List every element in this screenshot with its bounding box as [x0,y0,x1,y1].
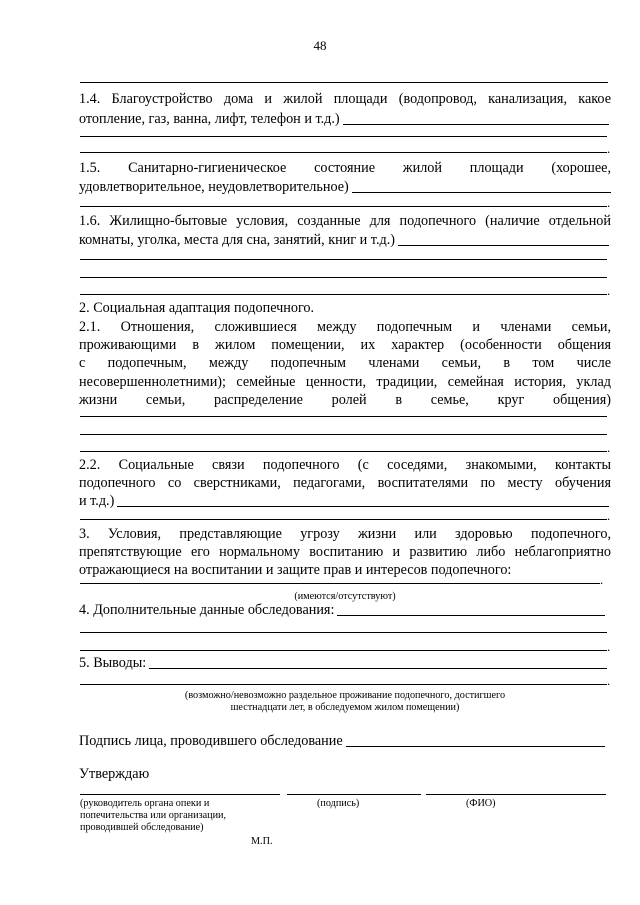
section-2-2-answer-line2[interactable] [80,519,607,520]
section-1-4-line2 [79,109,609,129]
approver-position-line[interactable] [80,794,280,795]
section-1-4-line1: 1.4. Благоустройство дома и жилой площади (водопровод, канализация, какое [79,91,611,107]
section-2-1-answer-line2[interactable] [80,434,607,435]
approver-position-caption-line2: попечительства или организации, [80,810,227,821]
section-5-label: 5. Выводы: [79,655,147,671]
section-2-1-line4: несовершеннолетними); семейные ценности, традиции, семейная история, уклад [79,374,611,390]
approver-name-line[interactable] [426,794,606,795]
section-1-4-answer-line[interactable] [343,123,609,125]
section-2-2-end-dot: . [607,508,611,523]
section-2-1-line5: жизни семьи, распределение ролей в семье, круг общения) [79,392,611,408]
approve-label: Утверждаю [79,766,150,782]
section-1-4-answer-line3[interactable] [80,152,607,153]
approver-position-caption-line3: проводившей обследование) [80,822,204,833]
section-3-end-dot: . [600,572,604,587]
section-1-4-end-dot: . [607,141,611,156]
section-5-end-dot: . [607,673,611,688]
signature-label: Подпись лица, проводившего обследование [79,733,343,749]
section-2-2-line2: подопечного со сверстниками, педагогами, воспитателями по месту обучения [79,475,611,491]
section-1-6-end-dot: . [607,283,611,298]
section-5-answer-line2[interactable] [80,684,607,685]
section-4-answer-line3[interactable] [80,650,607,651]
section-5-caption-line2: шестнадцати лет, в обследуемом жилом помещении) [230,702,460,713]
section-5-answer-line[interactable] [149,667,607,669]
section-4-answer-line[interactable] [337,614,605,616]
section-5-label-row [79,653,607,673]
section-1-5-line1: 1.5. Санитарно-гигиеническое состояние жилой площади (хорошее, [79,160,611,176]
section-1-6-answer-line[interactable] [398,244,609,246]
section-4-end-dot: . [607,639,611,654]
stamp-place-label: М.П. [251,836,273,847]
section-1-4-line2-text: отопление, газ, ванна, лифт, телефон и т.д.) [79,111,340,127]
section-1-5-line2 [79,177,611,197]
approver-signature-line[interactable] [287,794,421,795]
section-2-1-answer-line3[interactable] [80,451,607,452]
approver-name-caption: (ФИО) [466,798,496,809]
signature-row [79,731,605,751]
section-2-heading: 2. Социальная адаптация подопечного. [79,300,315,316]
section-2-1-line2: проживающими в жилом помещении, их характер (особенности общения [79,337,611,353]
section-2-1-answer-line1[interactable] [80,416,607,417]
section-1-4-answer-line2[interactable] [80,136,607,137]
section-4-label: 4. Дополнительные данные обследования: [79,602,335,618]
section-4-label-row [79,600,605,620]
section-1-6-answer-line4[interactable] [80,294,607,295]
approver-position-caption-line1: (руководитель органа опеки и [80,798,210,809]
section-1-6-line2 [79,230,609,250]
section-4-answer-line2[interactable] [80,632,607,633]
section-3-answer-line[interactable] [80,583,600,584]
section-1-6-line2-text: комнаты, уголка, места для сна, занятий, книг и т.д.) [79,232,395,248]
section-1-5-line2-text: удовлетворительное, неудовлетворительное) [79,179,349,195]
section-2-1-line1: 2.1. Отношения, сложившиеся между подопечным и членами семьи, [79,319,611,335]
section-2-2-line3 [79,491,609,511]
section-3-line1: 3. Условия, представляющие угрозу жизни или здоровью подопечного, [79,526,611,542]
section-2-1-end-dot: . [607,440,611,455]
section-3-line3: отражающиеся на воспитании и защите прав и интересов подопечного: [79,562,512,578]
section-1-5-answer-line[interactable] [352,191,611,193]
signature-line[interactable] [346,745,605,747]
approver-signature-caption: (подпись) [317,798,360,809]
section-2-2-line1: 2.2. Социальные связи подопечного (с соседями, знакомыми, контакты [79,457,611,473]
top-rule [80,82,608,83]
section-5-caption-line1: (возможно/невозможно раздельное проживание подопечного, достигшего [184,690,506,701]
section-3-caption: (имеются/отсутствуют) [294,591,396,602]
section-1-6-answer-line2[interactable] [80,259,607,260]
section-2-1-line3: с подопечным, между подопечным членами семьи, в том числе [79,355,611,371]
section-2-2-line3-text: и т.д.) [79,493,115,509]
section-1-5-end-dot: . [607,195,611,210]
section-2-2-answer-line[interactable] [117,505,609,507]
page-number: 48 [313,38,327,53]
section-1-6-answer-line3[interactable] [80,277,607,278]
section-3-line2: препятствующие его нормальному воспитанию и развитию либо неблагоприятно [79,544,611,560]
section-1-5-answer-line2[interactable] [80,206,607,207]
section-1-6-line1: 1.6. Жилищно-бытовые условия, созданные для подопечного (наличие отдельной [79,213,611,229]
